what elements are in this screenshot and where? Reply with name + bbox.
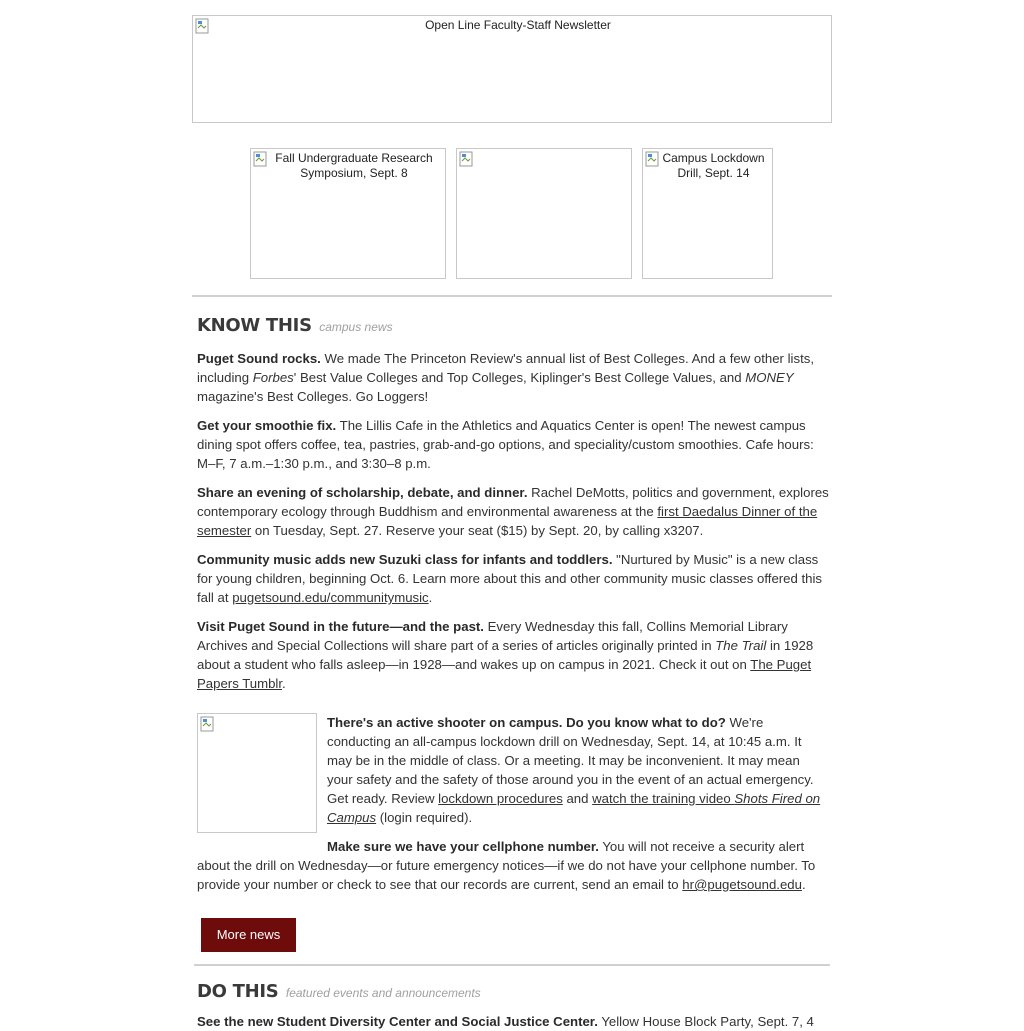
news-item-emphasis: The Trail: [715, 638, 767, 653]
news-item-text: .: [801, 877, 806, 892]
broken-image-icon: [645, 151, 661, 167]
hr-email-link[interactable]: hr@pugetsound.edu: [682, 877, 802, 892]
news-item-title: Share an evening of scholarship, debate, and dinner.: [197, 485, 528, 500]
news-item-text: Every Wednesday this fall, Collins Memorial Library Archives and Special Collections will share part of a series of articles originally printed in: [197, 619, 788, 653]
news-item-text: We're conducting an all-campus lockdown drill on Wednesday, Sept. 14, at 10:45 a.m. It may be in the middle of class. Or a meeting. It may be inconvenient. It may mean your safety and the safety of those around you in the event of an actual emergency. Get ready. Review: [327, 715, 814, 806]
feature-alt-text: Fall Undergraduate Research Symposium, Sept. 8: [275, 151, 433, 180]
broken-image-icon: [200, 716, 216, 732]
section-title: KNOW THIS: [197, 315, 312, 336]
news-item-text: We made The Princeton Review's annual list of Best Colleges. And a few other lists, including: [197, 351, 814, 385]
news-item-title: Get your smoothie fix.: [197, 418, 337, 433]
news-item-text: and: [562, 791, 593, 806]
news-item-suzuki-class: [197, 550, 829, 607]
newsletter-banner-image[interactable]: [192, 15, 832, 123]
section-subtitle: campus news: [319, 320, 393, 334]
news-item-text: ' Best Value Colleges and Top Colleges, Kiplinger's Best College Values, and: [293, 370, 746, 385]
broken-image-icon: [459, 151, 475, 167]
more-news-button[interactable]: More news: [201, 918, 296, 952]
news-item-title: Puget Sound rocks.: [197, 351, 321, 366]
news-item-text: Rachel DeMotts, politics and government, explores contemporary ecology through Buddhism and environmental awareness at the: [197, 485, 829, 519]
broken-image-icon: [253, 151, 269, 167]
community-music-link[interactable]: pugetsound.edu/communitymusic: [232, 590, 429, 605]
news-item-smoothie: [197, 416, 829, 473]
news-item-text: You will not receive a security alert about the drill on Wednesday—or future emergency notices—if we do not have your cellphone number. To provide your number or check to see that our records are current, send an email to: [197, 839, 816, 892]
do-this-heading: [197, 981, 481, 1002]
section-title: DO THIS: [197, 981, 279, 1002]
link-text-emphasis: Shots Fired on Campus: [327, 791, 821, 825]
news-item-text: .: [428, 590, 433, 605]
news-item-text: "Nurtured by Music" is a new class for young children, beginning Oct. 6. Learn more about this and other community music classes offered this fall at: [197, 552, 823, 605]
news-item-emphasis: MONEY: [745, 370, 794, 385]
event-item-diversity-center: [197, 1012, 829, 1031]
news-item-text: The Lillis Cafe in the Athletics and Aquatics Center is open! The newest campus dining spot offers coffee, tea, pastries, grab-and-go options, and speciality/custom smoothies. Cafe hours: M–F, 7 a.m.–1:30 p.m., and 3:30–8 p.m.: [197, 418, 814, 471]
feature-alt-text: Campus Lockdown Drill, Sept. 14: [662, 151, 765, 180]
feature-image-lockdown-drill[interactable]: [642, 148, 773, 279]
news-item-active-shooter-drill: [327, 713, 829, 827]
news-item-puget-papers: [197, 617, 829, 693]
puget-papers-tumblr-link[interactable]: The Puget Papers Tumblr: [197, 657, 812, 691]
news-item-title: Visit Puget Sound in the future—and the past.: [197, 619, 484, 634]
section-divider: [192, 295, 832, 297]
daedalus-dinner-link[interactable]: first Daedalus Dinner of the semester: [197, 504, 818, 538]
feature-alt-text: [457, 149, 631, 151]
news-item-text: (login required).: [376, 810, 473, 825]
news-item-emphasis: Forbes: [252, 370, 294, 385]
news-item-best-colleges: [197, 349, 829, 406]
lockdown-drill-image: [197, 713, 317, 833]
broken-image-icon: [195, 18, 211, 34]
banner-alt-text: Open Line Faculty-Staff Newsletter: [425, 18, 611, 32]
feature-image-middle[interactable]: [456, 148, 632, 279]
news-item-text: in 1928 about a student who falls asleep—in 1928—and wakes up on campus in 2021. Check it out on: [197, 638, 814, 672]
section-subtitle: featured events and announcements: [285, 986, 481, 1000]
news-item-title: Community music adds new Suzuki class for infants and toddlers.: [197, 552, 613, 567]
section-divider: [194, 964, 830, 966]
event-item-text: Yellow House Block Party, Sept. 7, 4: [597, 1014, 814, 1029]
event-item-title: See the new Student Diversity Center and Social Justice Center.: [197, 1014, 598, 1029]
news-item-text: on Tuesday, Sept. 27. Reserve your seat ($15) by Sept. 20, by calling x3207.: [251, 523, 704, 538]
lockdown-procedures-link[interactable]: lockdown procedures: [438, 791, 563, 806]
feature-image-research-symposium[interactable]: [250, 148, 446, 279]
news-item-text: .: [282, 676, 286, 691]
link-text: watch the training video: [592, 791, 735, 806]
news-item-text: magazine's Best Colleges. Go Loggers!: [197, 389, 429, 404]
news-item-cellphone-number: [197, 837, 829, 894]
news-item-title: There's an active shooter on campus. Do you know what to do?: [327, 715, 726, 730]
news-item-title: Make sure we have your cellphone number.: [327, 839, 599, 854]
news-item-daedalus-dinner: [197, 483, 829, 540]
know-this-heading: [197, 315, 393, 336]
